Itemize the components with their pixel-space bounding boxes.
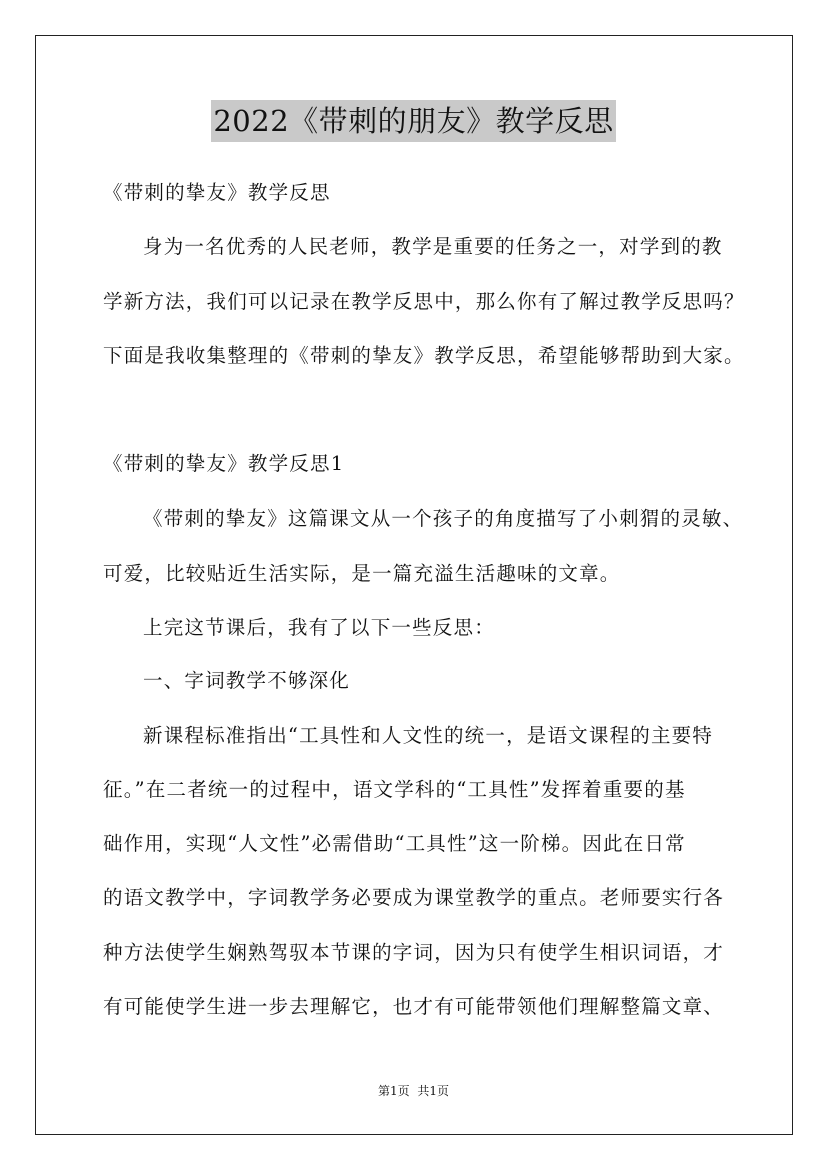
paragraph-line: 《带刺的挚友》这篇课文从一个孩子的角度描写了小刺猬的灵敏、	[143, 507, 744, 530]
paragraph-line: 征。”在二者统一的过程中，语文学科的“工具性”发挥着重要的基	[103, 778, 686, 801]
paragraph-line: 的语文教学中，字词教学务必要成为课堂教学的重点。老师要实行各	[103, 886, 725, 909]
page-total: 共1页	[417, 1084, 449, 1098]
page-footer	[0, 1083, 827, 1099]
paragraph-line: 可爱，比较贴近生活实际，是一篇充溢生活趣味的文章。	[103, 562, 621, 585]
paragraph-line: 有可能使学生进一步去理解它，也才有可能带领他们理解整篇文章、	[103, 995, 725, 1018]
paragraph-line: 上完这节课后，我有了以下一些反思：	[143, 616, 495, 639]
subtitle-heading: 《带刺的挚友》教学反思	[103, 181, 331, 204]
paragraph-line: 身为一名优秀的人民老师，教学是重要的任务之一，对学到的教	[143, 235, 723, 258]
paragraph-line: 础作用，实现“人文性”必需借助“工具性”这一阶梯。因此在日常	[103, 832, 686, 855]
paragraph-line: 新课程标准指出“工具性和人文性的统一，是语文课程的主要特	[143, 724, 714, 747]
document-title: 2022《带刺的朋友》教学反思	[211, 100, 615, 142]
title-container	[0, 100, 827, 142]
subsection-heading: 一、字词教学不够深化	[143, 669, 351, 692]
paragraph-line: 下面是我收集整理的《带刺的挚友》教学反思，希望能够帮助到大家。	[103, 344, 745, 367]
paragraph-line: 种方法使学生娴熟驾驭本节课的字词，因为只有使学生相识词语，才	[103, 941, 725, 964]
paragraph-line: 学新方法，我们可以记录在教学反思中，那么你有了解过教学反思吗？	[103, 290, 745, 313]
page-number: 第1页	[378, 1084, 410, 1098]
section-heading: 《带刺的挚友》教学反思1	[103, 452, 345, 475]
